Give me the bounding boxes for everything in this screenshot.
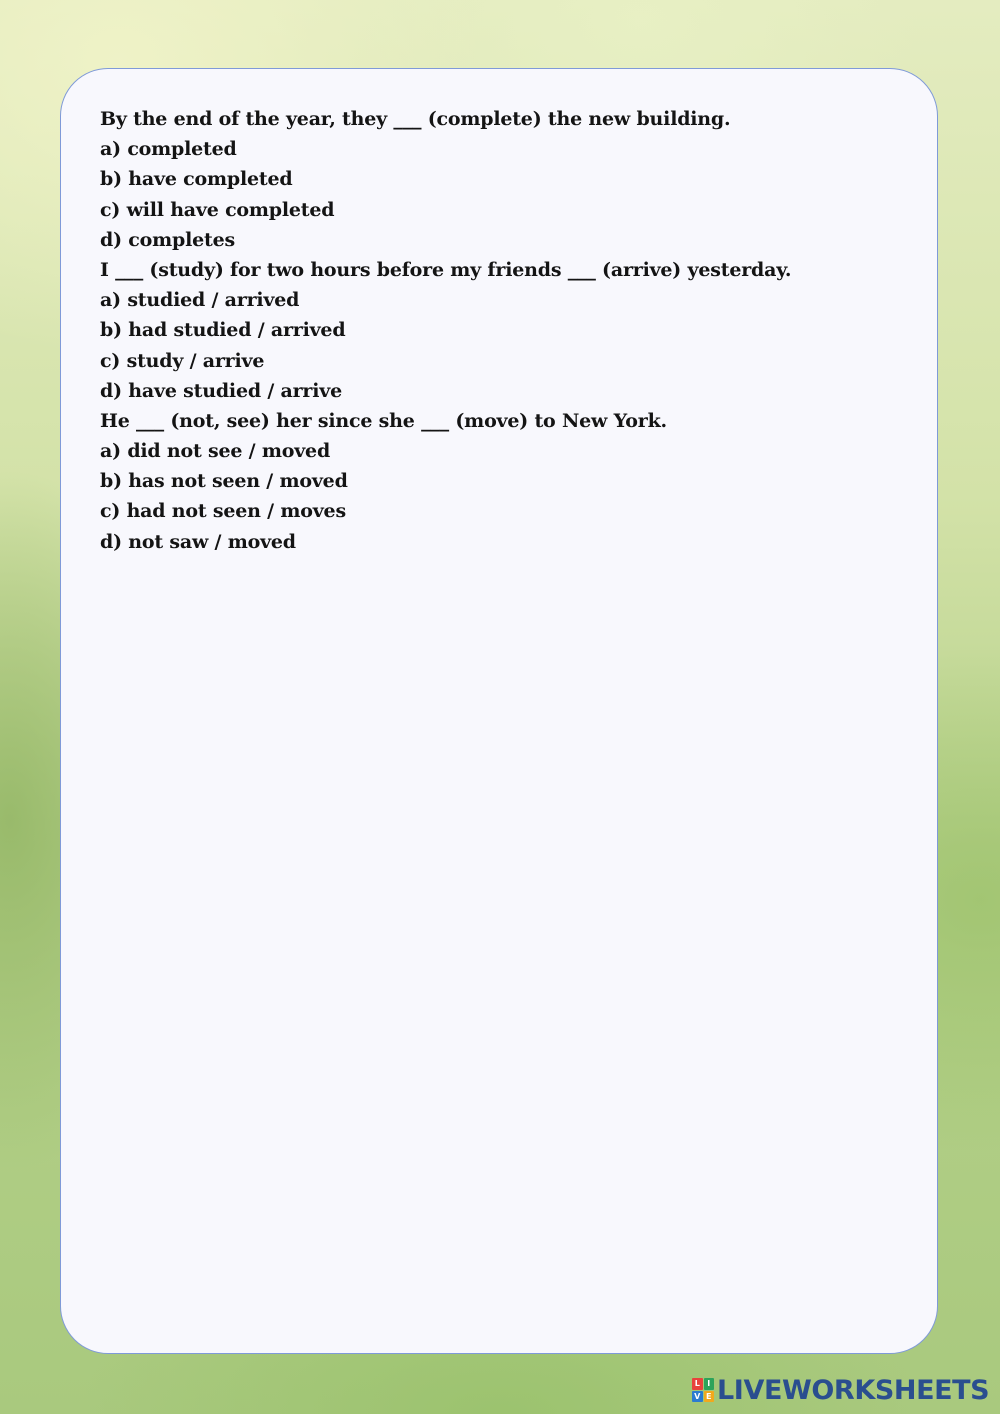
- liveworksheets-logo[interactable]: [692, 1374, 989, 1406]
- question-3-option-d: d) not saw / moved: [100, 530, 296, 553]
- liveworksheets-logo-icon: [692, 1378, 714, 1402]
- logo-letter-i: I: [704, 1378, 715, 1390]
- question-3-option-c: c) had not seen / moves: [100, 500, 346, 523]
- question-1-option-a: a) completed: [100, 138, 237, 161]
- question-2-option-d: d) have studied / arrive: [100, 379, 342, 402]
- question-2-option-a: a) studied / arrived: [100, 289, 300, 312]
- question-1-option-c: c) will have completed: [100, 198, 335, 221]
- question-3-option-b: b) has not seen / moved: [100, 470, 348, 493]
- logo-letter-l: L: [692, 1378, 703, 1390]
- logo-letter-v: V: [692, 1391, 703, 1403]
- worksheet-content: [100, 104, 920, 557]
- logo-letter-e: E: [704, 1391, 715, 1403]
- liveworksheets-wordmark: LIVEWORKSHEETS: [717, 1374, 990, 1406]
- question-3-option-a: a) did not see / moved: [100, 440, 331, 463]
- question-1: By the end of the year, they ___ (complete) the new building.: [100, 108, 731, 130]
- question-1-option-b: b) have completed: [100, 168, 293, 191]
- question-2: I ___ (study) for two hours before my friends ___ (arrive) yesterday.: [100, 258, 792, 281]
- question-2-option-c: c) study / arrive: [100, 349, 265, 372]
- question-2-option-b: b) had studied / arrived: [100, 319, 346, 342]
- question-3: He ___ (not, see) her since she ___ (move) to New York.: [100, 409, 667, 432]
- question-1-option-d: d) completes: [100, 228, 235, 251]
